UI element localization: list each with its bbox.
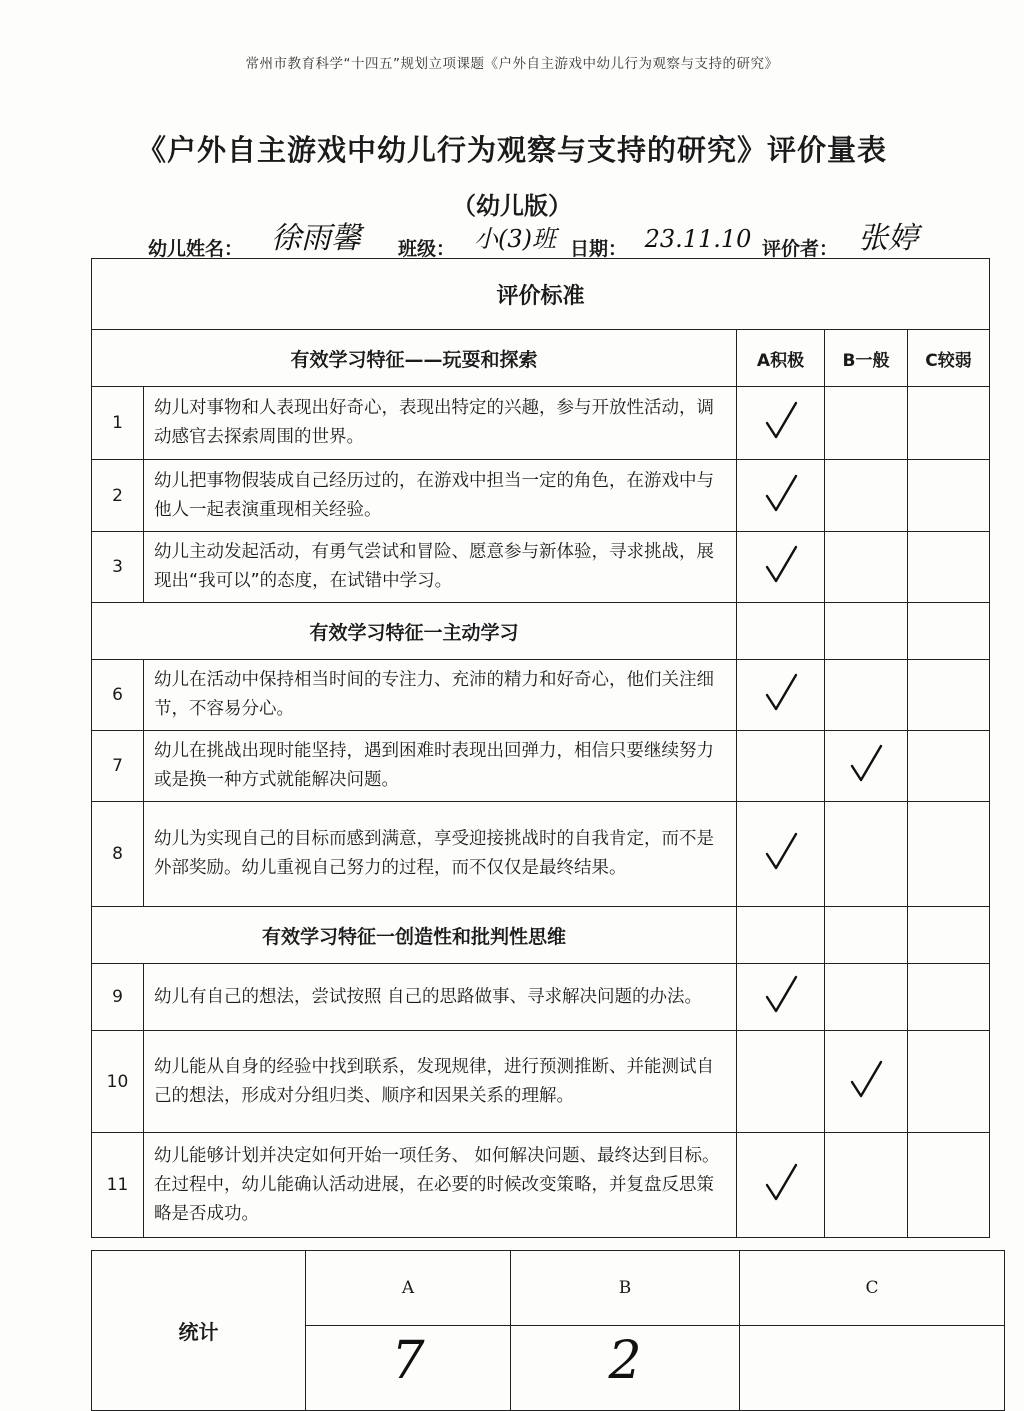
evaluator-value: 张婷 (838, 220, 938, 259)
table-row (92, 802, 990, 907)
item-number: 3 (92, 532, 144, 603)
item-description: 幼儿能从自身的经验中找到联系，发现规律，进行预测推断、并能测试自己的想法，形成对分组归类、顺序和因果关系的理解。 (144, 1031, 737, 1133)
section-header-row (92, 603, 990, 660)
rating-cell-b (825, 1031, 908, 1133)
item-number: 9 (92, 964, 144, 1031)
table-row (92, 387, 990, 460)
stats-b-value: 2 (511, 1326, 740, 1411)
item-number: 8 (92, 802, 144, 907)
item-description: 幼儿把事物假装成自己经历过的，在游戏中担当一定的角色，在游戏中与他人一起表演重现相关经验。 (144, 460, 737, 532)
table-row (92, 731, 990, 802)
item-number: 7 (92, 731, 144, 802)
column-header-col-c (908, 603, 990, 660)
rating-cell-a (737, 1133, 825, 1238)
rating-cell-c (908, 731, 990, 802)
column-header-col-a (737, 907, 825, 964)
rating-cell-c (908, 1031, 990, 1133)
evaluation-table (91, 258, 990, 1238)
table-row (92, 1133, 990, 1238)
table-row (92, 964, 990, 1031)
rating-cell-b (825, 387, 908, 460)
rating-cell-c (908, 964, 990, 1031)
name-label: 幼儿姓名： (148, 238, 244, 260)
stats-b-label: B (511, 1251, 740, 1326)
info-row (0, 222, 1024, 262)
check-mark-icon (846, 742, 886, 786)
class-value: 小(3)班 (460, 220, 570, 259)
item-number: 10 (92, 1031, 144, 1133)
item-number: 2 (92, 460, 144, 532)
item-description: 幼儿能够计划并决定如何开始一项任务、 如何解决问题、最终达到目标。在过程中，幼儿能确认活动进展，在必要的时候改变策略，并复盘反思策略是否成功。 (144, 1133, 737, 1238)
column-header-col-c: C较弱 (908, 330, 990, 387)
check-mark-icon (761, 830, 801, 874)
stats-label: 统计 (92, 1251, 306, 1411)
rating-cell-c (908, 660, 990, 731)
item-description: 幼儿在活动中保持相当时间的专注力、充沛的精力和好奇心，他们关注细节，不容易分心。 (144, 660, 737, 731)
check-mark-icon (761, 671, 801, 715)
stats-c-value (740, 1326, 1005, 1411)
rating-cell-a (737, 964, 825, 1031)
header-line: 常州市教育科学“十四五”规划立项课题《户外自主游戏中幼儿行为观察与支持的研究》 (245, 56, 779, 72)
date-label: 日期： (570, 238, 628, 260)
stats-table (91, 1250, 1005, 1411)
stats-c-label: C (740, 1251, 1005, 1326)
table-row (92, 460, 990, 532)
rating-cell-c (908, 532, 990, 603)
section-header-row (92, 330, 990, 387)
section-title: 有效学习特征——玩耍和探索 (92, 330, 737, 387)
check-mark-icon (761, 973, 801, 1017)
column-header-col-b (825, 907, 908, 964)
rating-cell-c (908, 1133, 990, 1238)
evaluator-label: 评价者： (762, 238, 839, 260)
column-header-col-b: B一般 (825, 330, 908, 387)
rating-cell-b (825, 802, 908, 907)
check-mark-icon (761, 1161, 801, 1205)
rating-cell-b (825, 660, 908, 731)
table-header-row (92, 259, 990, 330)
item-description: 幼儿主动发起活动，有勇气尝试和冒险、愿意参与新体验，寻求挑战，展现出“我可以”的态度，在试错中学习。 (144, 532, 737, 603)
rating-cell-a (737, 1031, 825, 1133)
rating-cell-a (737, 802, 825, 907)
column-header-col-a (737, 603, 825, 660)
rating-cell-b (825, 731, 908, 802)
class-label: 班级： (398, 238, 456, 260)
rating-cell-b (825, 1133, 908, 1238)
section-header-row (92, 907, 990, 964)
section-title: 有效学习特征一主动学习 (92, 603, 737, 660)
column-header-col-b (825, 603, 908, 660)
rating-cell-b (825, 460, 908, 532)
date-value: 23.11.10 (636, 220, 760, 259)
rating-cell-b (825, 532, 908, 603)
table-row (92, 532, 990, 603)
rating-cell-c (908, 802, 990, 907)
rating-cell-a (737, 460, 825, 532)
rating-cell-a (737, 387, 825, 460)
item-description: 幼儿对事物和人表现出好奇心，表现出特定的兴趣，参与开放性活动，调动感官去探索周围的世界。 (144, 387, 737, 460)
rating-cell-b (825, 964, 908, 1031)
name-value: 徐雨馨 (254, 220, 378, 259)
check-mark-icon (761, 472, 801, 516)
item-number: 1 (92, 387, 144, 460)
stats-a-value: 7 (306, 1326, 511, 1411)
rating-cell-a (737, 660, 825, 731)
rating-cell-c (908, 387, 990, 460)
table-row (92, 660, 990, 731)
table-header: 评价标准 (92, 259, 990, 330)
column-header-col-c (908, 907, 990, 964)
item-description: 幼儿为实现自己的目标而感到满意，享受迎接挑战时的自我肯定，而不是外部奖励。幼儿重视自己努力的过程，而不仅仅是最终结果。 (144, 802, 737, 907)
document-title: 《户外自主游戏中幼儿行为观察与支持的研究》评价量表 (136, 133, 887, 167)
item-number: 6 (92, 660, 144, 731)
item-number: 11 (92, 1133, 144, 1238)
check-mark-icon (761, 543, 801, 587)
item-description: 幼儿在挑战出现时能坚持，遇到困难时表现出回弹力，相信只要继续努力或是换一种方式就能解决问题。 (144, 731, 737, 802)
item-description: 幼儿有自己的想法，尝试按照 自己的思路做事、寻求解决问题的办法。 (144, 964, 737, 1031)
column-header-col-a: A积极 (737, 330, 825, 387)
rating-cell-a (737, 731, 825, 802)
rating-cell-c (908, 460, 990, 532)
check-mark-icon (761, 399, 801, 443)
table-row (92, 1031, 990, 1133)
rating-cell-a (737, 532, 825, 603)
check-mark-icon (846, 1058, 886, 1102)
section-title: 有效学习特征一创造性和批判性思维 (92, 907, 737, 964)
stats-a-label: A (306, 1251, 511, 1326)
document-subtitle: （幼儿版） (452, 192, 572, 220)
